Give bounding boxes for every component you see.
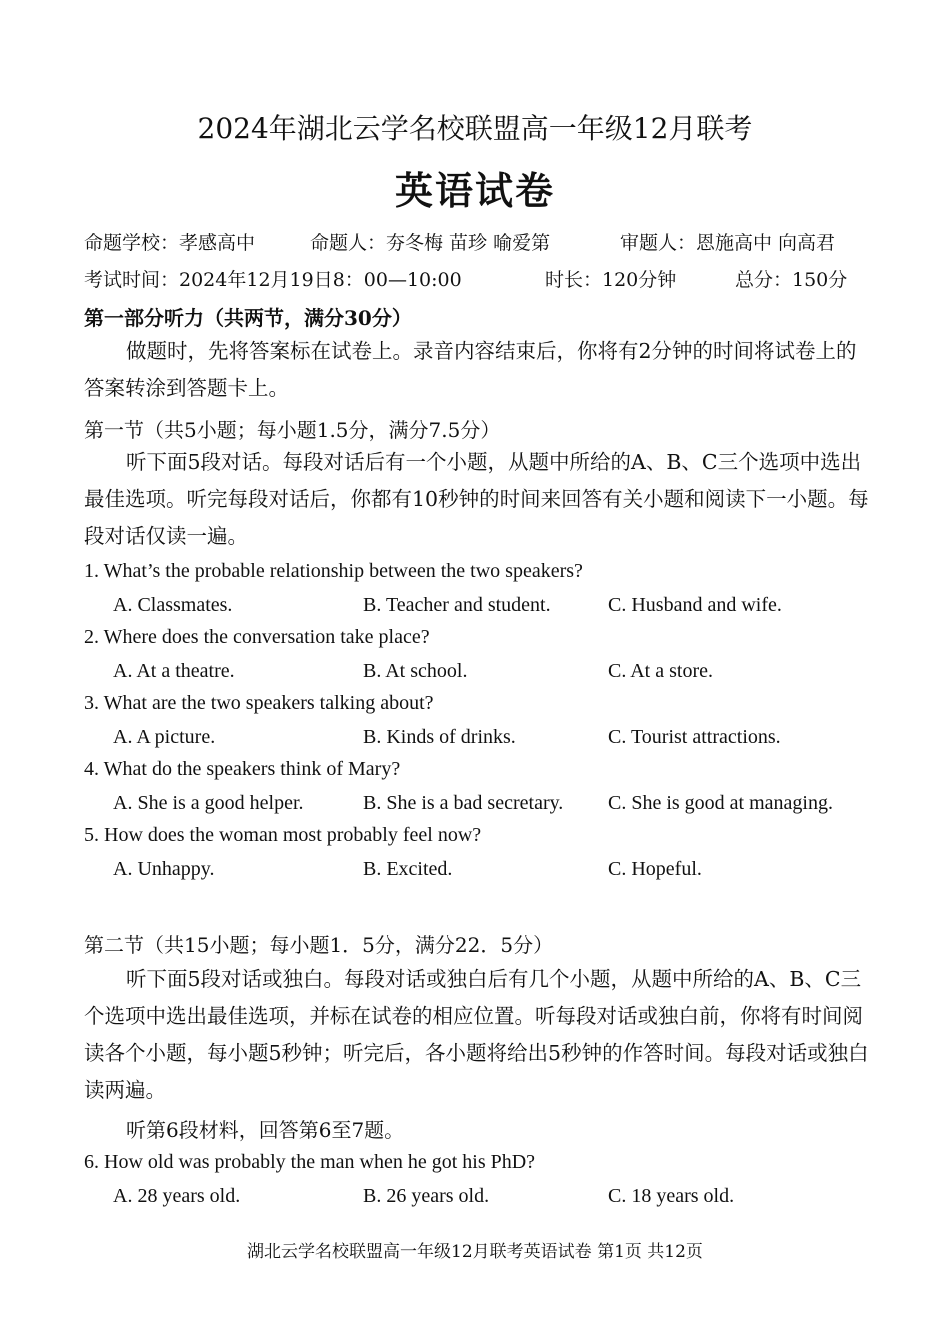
option-2a: A. At a theatre. (113, 660, 235, 682)
option-2b: B. At school. (363, 660, 468, 682)
option-2c: C. At a store. (608, 660, 713, 682)
option-3b: B. Kinds of drinks. (363, 726, 516, 748)
question-4: 4. What do the speakers think of Mary? (84, 758, 401, 780)
option-4a: A. She is a good helper. (113, 792, 304, 814)
exam-duration: 时长：120分钟 (545, 269, 677, 291)
exam-title: 2024年湖北云学名校联盟高一年级12月联考 (197, 112, 753, 145)
option-6b: B. 26 years old. (363, 1185, 490, 1207)
option-4c: C. She is good at managing. (608, 792, 833, 814)
section1-intro: 听下面5段对话。每段对话后有一个小题，从题中所给的A、B、C三个选项中选出最佳选项。听完每段对话后，你都有10秒钟的时间来回答有关小题和阅读下一小题。每段对话仅读一遍。 (84, 450, 869, 548)
option-5c: C. Hopeful. (608, 858, 702, 880)
page-footer: 湖北云学名校联盟高一年级12月联考英语试卷 第1页 共12页 (247, 1242, 703, 1262)
total-score: 总分：150分 (735, 269, 848, 291)
section2-intro: 听下面5段对话或独白。每段对话或独白后有几个小题，从题中所给的A、B、C三个选项中选出最佳选项，并标在试卷的相应位置。听每段对话或独白前，你将有时间阅读各个小题，每小题5秒钟；听完后，各小题将给出5秒钟的作答时间。每段对话或独白读两遍。 (84, 967, 869, 1102)
part1-intro: 做题时，先将答案标在试卷上。录音内容结束后，你将有2分钟的时间将试卷上的答案转涂到答题卡上。 (84, 339, 857, 400)
section2-heading: 第二节（共15小题；每小题1．5分，满分22．5分） (84, 933, 554, 957)
option-5a: A. Unhappy. (113, 858, 215, 880)
option-1b: B. Teacher and student. (363, 594, 551, 616)
reviewer: 审题人：恩施高中 向高君 (620, 232, 836, 254)
option-1c: C. Husband and wife. (608, 594, 782, 616)
question-6: 6. How old was probably the man when he got his PhD? (84, 1151, 536, 1173)
option-3c: C. Tourist attractions. (608, 726, 781, 748)
option-1a: A. Classmates. (113, 594, 233, 616)
part1-heading: 第一部分听力（共两节，满分30分） (84, 306, 412, 330)
question-setters: 命题人：夯冬梅 苗珍 喻爱第 (310, 232, 551, 254)
question-3: 3. What are the two speakers talking about? (84, 692, 434, 714)
question-5: 5. How does the woman most probably feel now? (84, 824, 482, 846)
exam-time: 考试时间：2024年12月19日8：00—10:00 (84, 269, 462, 291)
material-note: 听第6段材料，回答第6至7题。 (126, 1118, 405, 1142)
setter-school: 命题学校：孝感高中 (84, 232, 256, 254)
question-2: 2. Where does the conversation take place? (84, 626, 430, 648)
option-5b: B. Excited. (363, 858, 453, 880)
option-6c: C. 18 years old. (608, 1185, 735, 1207)
question-1: 1. What’s the probable relationship between the two speakers? (84, 560, 583, 582)
option-3a: A. A picture. (113, 726, 216, 748)
subject-title: 英语试卷 (394, 168, 555, 213)
option-4b: B. She is a bad secretary. (363, 792, 564, 814)
option-6a: A. 28 years old. (113, 1185, 241, 1207)
section1-heading: 第一节（共5小题；每小题1.5分，满分7.5分） (84, 418, 501, 442)
